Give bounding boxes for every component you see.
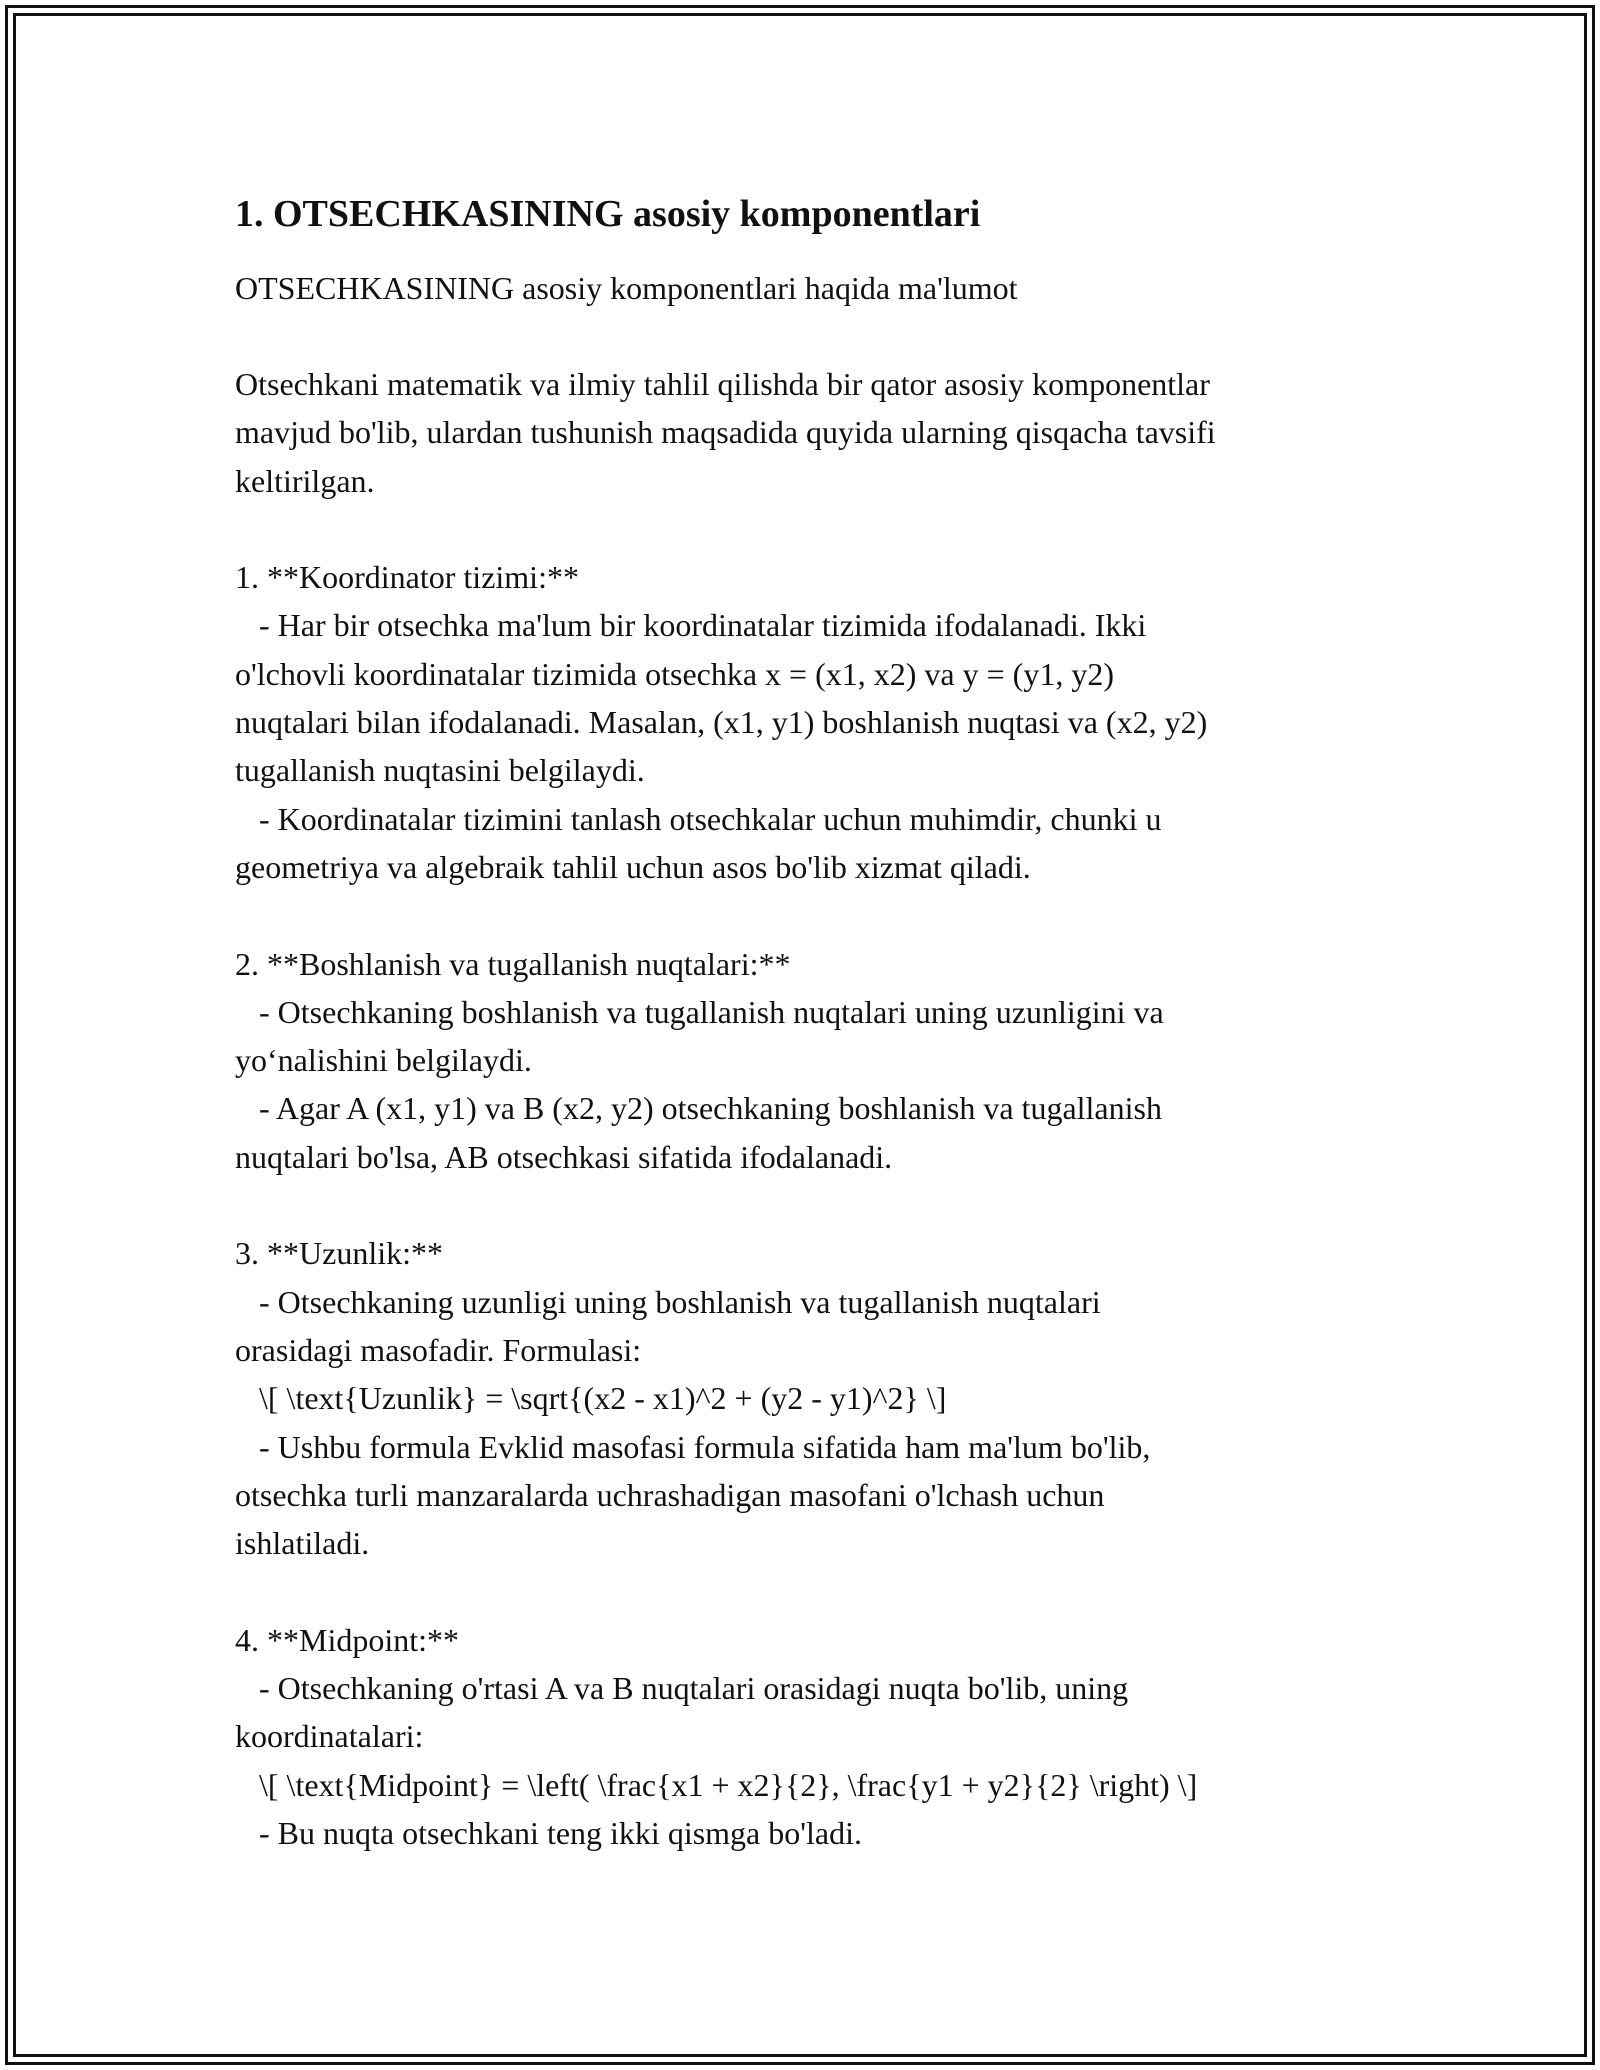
document-body bbox=[235, 186, 1370, 1857]
spacer bbox=[235, 1181, 1370, 1229]
document-title: 1. OTSECHKASINING asosiy komponentlari bbox=[235, 193, 981, 235]
section-line: - Otsechkaning boshlanish va tugallanish nuqtalari uning uzunligini va bbox=[235, 993, 1164, 1030]
section-line: yo‘nalishini belgilaydi. bbox=[235, 1042, 532, 1079]
section-line: - Ushbu formula Evklid masofasi formula sifatida ham ma'lum bo'lib, bbox=[235, 1428, 1151, 1465]
section-line: otsechka turli manzaralarda uchrashadigan masofani o'lchash uchun bbox=[235, 1476, 1105, 1513]
intro-line: Otsechkani matematik va ilmiy tahlil qilishda bir qator asosiy komponentlar bbox=[235, 366, 1210, 402]
section-line: tugallanish nuqtasini belgilaydi. bbox=[235, 752, 645, 789]
section-line: geometriya va algebraik tahlil uchun asos bo'lib xizmat qiladi. bbox=[235, 848, 1031, 885]
section-line: - Har bir otsechka ma'lum bir koordinatalar tizimida ifodalanadi. Ikki bbox=[235, 607, 1147, 644]
section-line: o'lchovli koordinatalar tizimida otsechka x = (x1, x2) va y = (y1, y2) bbox=[235, 655, 1114, 692]
section-line: - Koordinatalar tizimini tanlash otsechkalar uchun muhimdir, chunki u bbox=[235, 800, 1162, 837]
intro-line: keltirilgan. bbox=[235, 462, 375, 499]
section-start-end-points bbox=[235, 940, 1370, 1181]
section-line: - Bu nuqta otsechkani teng ikki qismga bo'ladi. bbox=[235, 1814, 862, 1851]
section-heading: 1. **Koordinator tizimi:** bbox=[235, 559, 579, 596]
section-line: ishlatiladi. bbox=[235, 1525, 370, 1562]
section-line: - Otsechkaning o'rtasi A va B nuqtalari orasidagi nuqta bo'lib, uning bbox=[235, 1670, 1129, 1707]
formula-line: \[ \text{Uzunlik} = \sqrt{(x2 - x1)^2 + (y2 - y1)^2} \] bbox=[235, 1380, 947, 1417]
spacer bbox=[235, 312, 1370, 360]
section-length bbox=[235, 1229, 1370, 1567]
spacer bbox=[235, 1567, 1370, 1615]
section-line: - Agar A (x1, y1) va B (x2, y2) otsechkaning boshlanish va tugallanish bbox=[235, 1090, 1162, 1127]
section-coordinate-system bbox=[235, 553, 1370, 891]
spacer bbox=[235, 505, 1370, 553]
formula-line: \[ \text{Midpoint} = \left( \frac{x1 + x2}{2}, \frac{y1 + y2}{2} \right) \] bbox=[235, 1766, 1198, 1803]
section-heading: 2. **Boshlanish va tugallanish nuqtalari:** bbox=[235, 945, 791, 982]
spacer bbox=[235, 891, 1370, 939]
document-subtitle: OTSECHKASINING asosiy komponentlari haqida ma'lumot bbox=[235, 270, 1018, 306]
section-heading: 4. **Midpoint:** bbox=[235, 1621, 460, 1658]
section-heading: 3. **Uzunlik:** bbox=[235, 1235, 443, 1272]
section-line: nuqtalari bo'lsa, AB otsechkasi sifatida ifodalanadi. bbox=[235, 1138, 893, 1175]
section-line: nuqtalari bilan ifodalanadi. Masalan, (x1, y1) boshlanish nuqtasi va (x2, y2) bbox=[235, 704, 1208, 741]
intro-line: mavjud bo'lib, ulardan tushunish maqsadida quyida ularning qisqacha tavsifi bbox=[235, 414, 1216, 451]
section-line: - Otsechkaning uzunligi uning boshlanish va tugallanish nuqtalari bbox=[235, 1283, 1101, 1320]
section-midpoint bbox=[235, 1616, 1370, 1857]
section-line: orasidagi masofadir. Formulasi: bbox=[235, 1331, 642, 1368]
section-line: koordinatalari: bbox=[235, 1718, 424, 1755]
intro-paragraph bbox=[235, 360, 1370, 505]
